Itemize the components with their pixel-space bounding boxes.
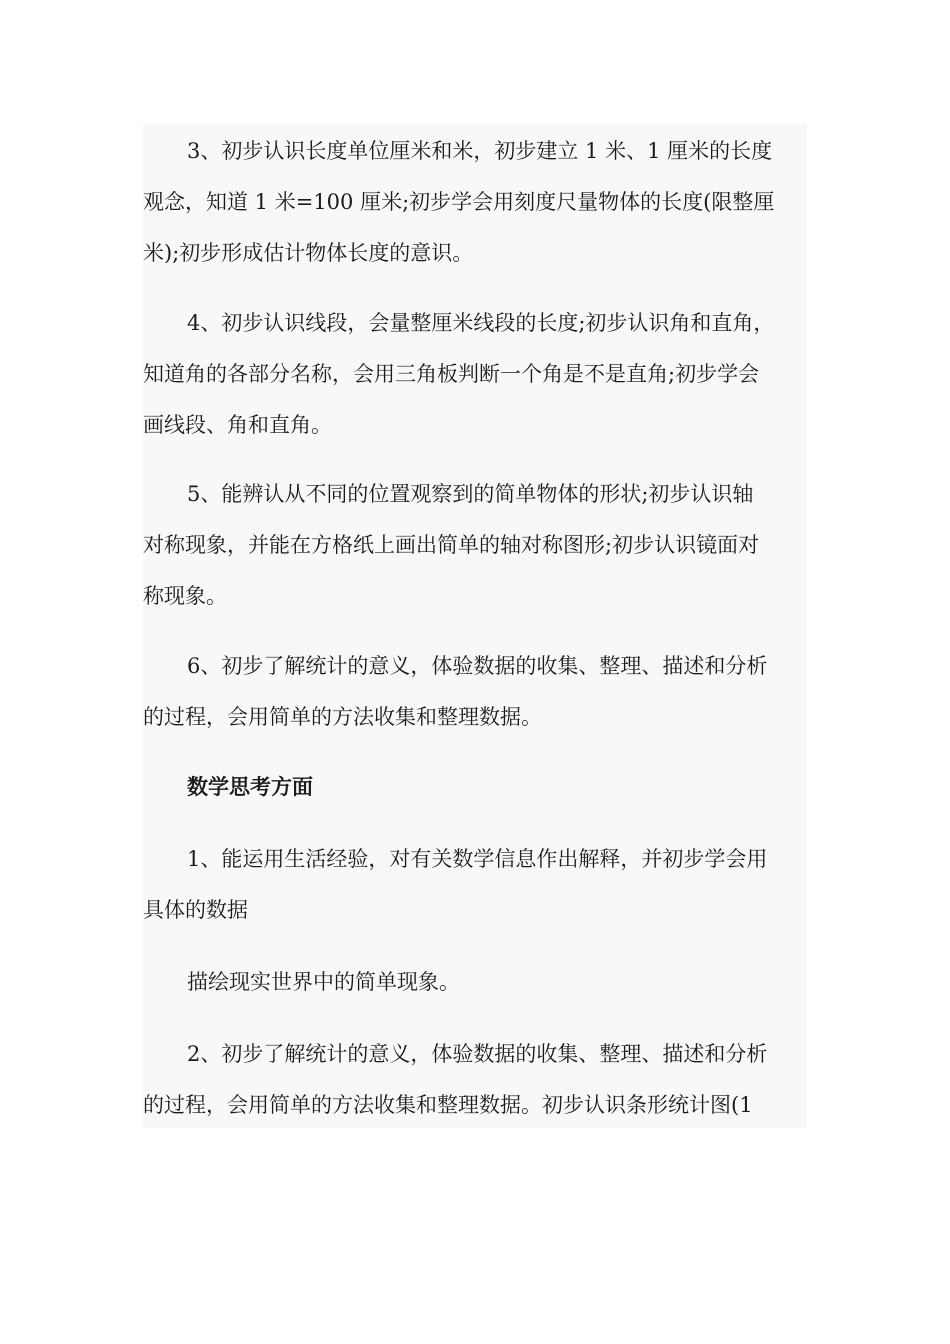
paragraph-line: 画线段、角和直角。 [143, 413, 332, 437]
paragraph-length-units [143, 126, 807, 279]
paragraph-line: 4、初步认识线段，会量整厘米线段的长度;初步认识角和直角， [187, 311, 775, 335]
document-body [143, 124, 807, 1128]
paragraph-line: 5、能辨认从不同的位置观察到的简单物体的形状;初步认识轴 [187, 482, 754, 506]
paragraph-line: 3、初步认识长度单位厘米和米，初步建立 1 米、1 厘米的长度 [187, 139, 773, 163]
paragraph-life-experience [143, 834, 807, 936]
paragraph-line: 描绘现实世界中的简单现象。 [187, 970, 460, 994]
section-heading-text: 数学思考方面 [187, 775, 313, 799]
paragraph-describe-phenomena [143, 957, 807, 1008]
paragraph-bar-chart [143, 1029, 807, 1131]
paragraph-line: 的过程，会用简单的方法收集和整理数据。 [143, 705, 542, 729]
paragraph-line: 观念，知道 1 米=100 厘米;初步学会用刻度尺量物体的长度(限整厘 [143, 190, 775, 214]
paragraph-line: 2、初步了解统计的意义，体验数据的收集、整理、描述和分析 [187, 1042, 768, 1066]
paragraph-line: 1、能运用生活经验，对有关数学信息作出解释，并初步学会用 [187, 847, 768, 871]
paragraph-line-segments [143, 298, 807, 451]
paragraph-line: 的过程，会用简单的方法收集和整理数据。初步认识条形统计图(1 [143, 1093, 753, 1117]
paragraph-statistics [143, 641, 807, 743]
paragraph-line: 6、初步了解统计的意义，体验数据的收集、整理、描述和分析 [187, 654, 768, 678]
paragraph-line: 米);初步形成估计物体长度的意识。 [143, 241, 474, 265]
paragraph-line: 对称现象，并能在方格纸上画出简单的轴对称图形;初步认识镜面对 [143, 533, 760, 557]
paragraph-line: 具体的数据 [143, 898, 248, 922]
section-heading [143, 762, 807, 813]
paragraph-line: 称现象。 [143, 584, 227, 608]
paragraph-shapes-symmetry [143, 469, 807, 622]
paragraph-line: 知道角的各部分名称，会用三角板判断一个角是不是直角;初步学会 [143, 362, 760, 386]
